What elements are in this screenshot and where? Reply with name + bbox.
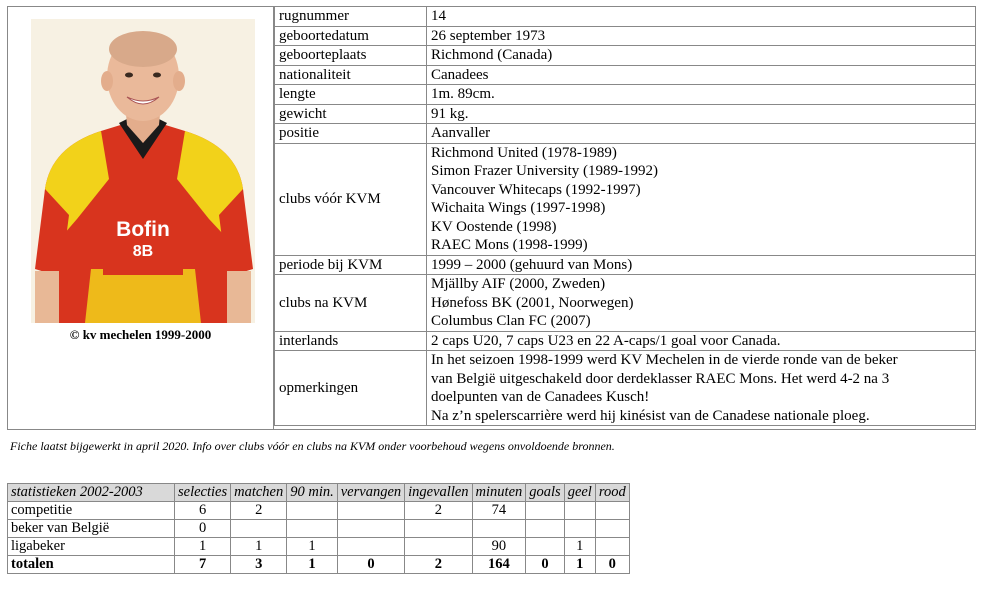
stats-cell xyxy=(405,520,472,538)
info-value: 26 september 1973 xyxy=(427,26,976,46)
stats-cell: 1 xyxy=(231,538,287,556)
player-photo xyxy=(31,19,255,323)
info-row-geboorteplaats xyxy=(275,46,976,66)
stats-cell xyxy=(337,520,404,538)
remark-line: doelpunten van de Canadees Kusch! xyxy=(431,389,650,405)
info-value-remarks xyxy=(427,351,976,426)
stats-row xyxy=(8,538,630,556)
info-value: 91 kg. xyxy=(427,104,976,124)
shirt-sponsor xyxy=(107,219,179,263)
info-value-list xyxy=(427,275,976,332)
club-item: Mjällby AIF (2000, Zweden) xyxy=(431,276,606,292)
stats-cell: 1 xyxy=(287,538,338,556)
info-label: clubs na KVM xyxy=(275,275,427,332)
stats-cell: beker van België xyxy=(8,520,175,538)
info-value: Richmond (Canada) xyxy=(427,46,976,66)
info-label: nationaliteit xyxy=(275,65,427,85)
stats-row xyxy=(8,520,630,538)
shirt-sponsor-name: Bofin xyxy=(116,218,170,241)
info-label: interlands xyxy=(275,331,427,351)
stats-cell: 90 xyxy=(472,538,526,556)
stats-total-cell: 3 xyxy=(231,556,287,574)
club-item: Richmond United (1978-1989) xyxy=(431,144,617,161)
stats-cell: 6 xyxy=(175,502,231,520)
stats-cell xyxy=(526,538,564,556)
stats-cell: 2 xyxy=(231,502,287,520)
stats-total-cell: 2 xyxy=(405,556,472,574)
stats-total-cell: 1 xyxy=(287,556,338,574)
stats-cell xyxy=(472,520,526,538)
info-value: 1999 – 2000 (gehuurd van Mons) xyxy=(427,255,976,275)
stats-cell xyxy=(526,502,564,520)
info-row-periode xyxy=(275,255,976,275)
info-row-nationaliteit xyxy=(275,65,976,85)
stats-cell: ligabeker xyxy=(8,538,175,556)
stats-header: ingevallen xyxy=(405,484,472,502)
stats-header: selecties xyxy=(175,484,231,502)
player-portrait-image xyxy=(31,19,255,323)
info-row-positie xyxy=(275,124,976,144)
stats-cell xyxy=(287,502,338,520)
stats-row xyxy=(8,502,630,520)
stats-total-cell: totalen xyxy=(8,556,175,574)
stats-cell: 1 xyxy=(175,538,231,556)
info-label: positie xyxy=(275,124,427,144)
club-item: Simon Frazer University (1989-1992) xyxy=(431,163,659,179)
stats-header: rood xyxy=(595,484,629,502)
stats-cell xyxy=(595,520,629,538)
info-row-opmerkingen xyxy=(275,351,976,426)
club-item: Vancouver Whitecaps (1992-1997) xyxy=(431,181,641,198)
stats-header-row xyxy=(8,484,630,502)
info-label: gewicht xyxy=(275,104,427,124)
stats-cell xyxy=(337,538,404,556)
stats-totals-row xyxy=(8,556,630,574)
stats-header: 90 min. xyxy=(287,484,338,502)
stats-cell: 0 xyxy=(175,520,231,538)
stats-total-cell: 0 xyxy=(337,556,404,574)
update-note: Fiche laatst bijgewerkt in april 2020. Info over clubs vóór en clubs na KVM onder voorbehoud wegens onvoldoende bronnen. xyxy=(10,439,615,453)
info-value: Canadees xyxy=(427,65,976,85)
player-info-table xyxy=(274,6,976,426)
info-value: 1m. 89cm. xyxy=(427,85,976,105)
club-item: Wichaita Wings (1997-1998) xyxy=(431,200,606,216)
info-value: 14 xyxy=(427,7,976,27)
info-label: geboortedatum xyxy=(275,26,427,46)
stats-cell xyxy=(595,538,629,556)
club-item: Hønefoss BK (2001, Noorwegen) xyxy=(431,294,634,311)
remark-line: In het seizoen 1998-1999 werd KV Mechelen in de vierde ronde van de beker xyxy=(431,352,898,368)
photo-caption: © kv mechelen 1999-2000 xyxy=(69,327,212,342)
info-row-gewicht xyxy=(275,104,976,124)
stats-total-cell: 164 xyxy=(472,556,526,574)
club-item: Columbus Clan FC (2007) xyxy=(431,313,591,329)
stats-cell xyxy=(564,520,595,538)
info-label: clubs vóór KVM xyxy=(275,143,427,255)
shirt-sponsor-sub: 8B xyxy=(132,243,154,260)
stats-cell xyxy=(526,520,564,538)
stats-header: goals xyxy=(526,484,564,502)
club-item: KV Oostende (1998) xyxy=(431,218,557,235)
info-label: rugnummer xyxy=(275,7,427,27)
remark-line: van België uitgeschakeld door derdeklasser RAEC Mons. Het werd 4-2 na 3 xyxy=(431,370,890,387)
info-label: geboorteplaats xyxy=(275,46,427,66)
stats-header: geel xyxy=(564,484,595,502)
stats-header: matchen xyxy=(231,484,287,502)
stats-cell: 74 xyxy=(472,502,526,520)
info-label: lengte xyxy=(275,85,427,105)
club-item: RAEC Mons (1998-1999) xyxy=(431,237,588,253)
info-value-list xyxy=(427,143,976,255)
stats-cell xyxy=(287,520,338,538)
remark-line: Na z’n spelerscarrière werd hij kinésist van de Canadese nationale ploeg. xyxy=(431,407,870,424)
info-row-interlands xyxy=(275,331,976,351)
stats-cell xyxy=(564,502,595,520)
stats-cell xyxy=(595,502,629,520)
stats-header: statistieken 2002-2003 xyxy=(8,484,175,502)
info-value: 2 caps U20, 7 caps U23 en 22 A-caps/1 goal voor Canada. xyxy=(427,331,976,351)
info-row-geboortedatum xyxy=(275,26,976,46)
stats-header: vervangen xyxy=(337,484,404,502)
stats-cell xyxy=(405,538,472,556)
info-row-clubs-na xyxy=(275,275,976,332)
stats-total-cell: 0 xyxy=(526,556,564,574)
stats-cell xyxy=(337,502,404,520)
stats-table xyxy=(7,483,630,574)
info-label: periode bij KVM xyxy=(275,255,427,275)
info-row-rugnummer xyxy=(275,7,976,27)
stats-total-cell: 1 xyxy=(564,556,595,574)
stats-cell: 1 xyxy=(564,538,595,556)
stats-cell: competitie xyxy=(8,502,175,520)
stats-header: minuten xyxy=(472,484,526,502)
stats-cell: 2 xyxy=(405,502,472,520)
photo-cell xyxy=(7,6,274,430)
info-label: opmerkingen xyxy=(275,351,427,426)
stats-total-cell: 7 xyxy=(175,556,231,574)
stats-total-cell: 0 xyxy=(595,556,629,574)
stats-cell xyxy=(231,520,287,538)
info-row-lengte xyxy=(275,85,976,105)
info-row-clubs-voor xyxy=(275,143,976,255)
info-value: Aanvaller xyxy=(427,124,976,144)
